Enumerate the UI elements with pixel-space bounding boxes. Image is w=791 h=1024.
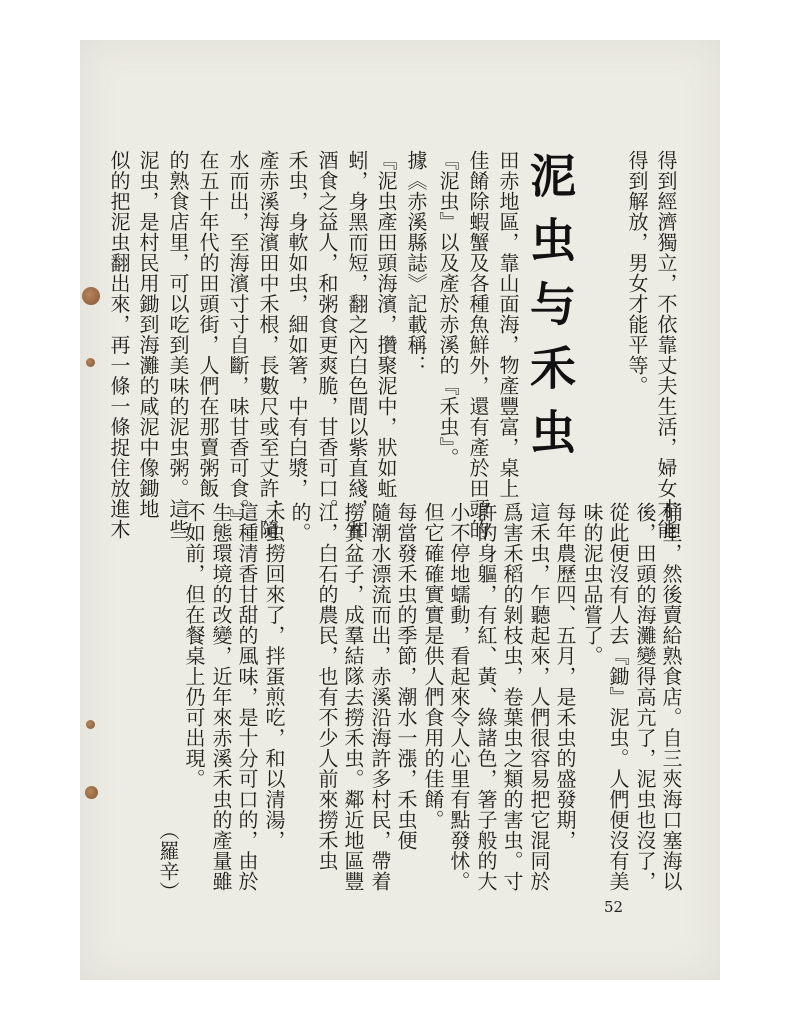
text-column: 『泥虫』以及產於赤溪的『禾虫』。 (436, 150, 460, 468)
binding-hole (86, 358, 95, 367)
binding-hole (82, 287, 100, 305)
text-column: 『泥虫產田頭海濱，攢聚泥中，狀如蚯 (374, 150, 398, 499)
text-column: 每年農歷四、五月，是禾虫的盛發期， (553, 502, 577, 851)
text-column: 在五十年代的田頭街，人們在那賣粥飯 (196, 150, 220, 499)
text-column: 得到經濟獨立，不依靠丈夫生活，婦女才能 (654, 150, 678, 540)
text-column: 桶里，然後賣給熟食店。自三夾海口塞海以 (659, 502, 683, 892)
text-column: 佳餚除蝦蟹及各種魚鮮外，還有產於田頭的 (466, 150, 490, 540)
text-column: 不如前，但在餐桌上仍可出現。 (182, 502, 206, 789)
text-column: 這種清香甘甜的風味，是十分可口的，由於 (235, 502, 259, 892)
text-column: 田赤地區，靠山面海，物產豐富，桌上 (496, 150, 520, 499)
text-column: 這禾虫，乍聽起來，人們很容易把它混同於 (527, 502, 551, 892)
page-number: 52 (604, 898, 624, 916)
text-column: 爲害禾稻的剝枝虫，卷葉虫之類的害虫。寸 (500, 502, 524, 892)
text-column: 從此便沒有人去『鋤』泥虫。人們便沒有美 (606, 502, 630, 892)
text-column: 泥虫，是村民用鋤到海灘的咸泥中像鋤地 (136, 150, 160, 519)
text-column: 撈箕盆子，成羣結隊去撈禾虫。鄰近地區豐 (341, 502, 365, 892)
text-column: 隨潮水漂流而出，赤溪沿海許多村民，帶着 (368, 502, 392, 892)
text-column: 產赤溪海濱田中禾根，長數尺或至丈許，隨 (256, 150, 280, 540)
text-column: 生態環境的改變，近年來赤溪禾虫的產量雖 (209, 502, 233, 892)
article-title: 泥虫与禾虫 (523, 152, 577, 472)
author-signature: （羅辛） (156, 820, 180, 902)
binding-hole (85, 786, 98, 799)
text-column: 似的把泥虫翻出來，再一條一條捉住放進木 (107, 150, 131, 540)
text-column: 江，白石的農民，也有不少人前來撈禾虫 (315, 502, 339, 871)
text-column: 禾虫撈回來了，拌蛋煎吃，和以清湯， (262, 502, 286, 851)
text-column: 小不停地蠕動，看起來令人心里有點發怵。 (447, 502, 471, 892)
text-column: 的熟食店里，可以吃到美味的泥虫粥。這些 (166, 150, 190, 540)
text-column: 的。 (288, 502, 312, 543)
text-column: 水而出，至海濱寸寸自斷，味甘香可食。』 (226, 150, 250, 530)
text-column: 禾虫，身軟如虫，細如箸，中有白漿， (285, 150, 309, 499)
text-column: 但它確確實實是供人們食用的佳餚。 (421, 502, 445, 830)
text-column: 得到解放，男女才能平等。 (625, 150, 649, 396)
text-column: 每當發禾虫的季節，潮水一漲，禾虫便 (394, 502, 418, 851)
text-column: 味的泥虫品嘗了。 (580, 502, 604, 666)
text-column: 酒食之益人，和粥食更爽脆，甘香可口。 (315, 150, 339, 519)
text-column: 後，田頭的海灘變得高亢了，泥虫也沒了， (633, 502, 657, 892)
text-column: 許的身軀，有紅、黃、綠諸色，箸子般的大 (474, 502, 498, 892)
text-column: 據《赤溪縣誌》記載稱： (404, 150, 428, 376)
binding-hole (86, 720, 95, 729)
text-column: 蚓，身黑而短，翻之內白色間以紫直綫，和 (345, 150, 369, 540)
